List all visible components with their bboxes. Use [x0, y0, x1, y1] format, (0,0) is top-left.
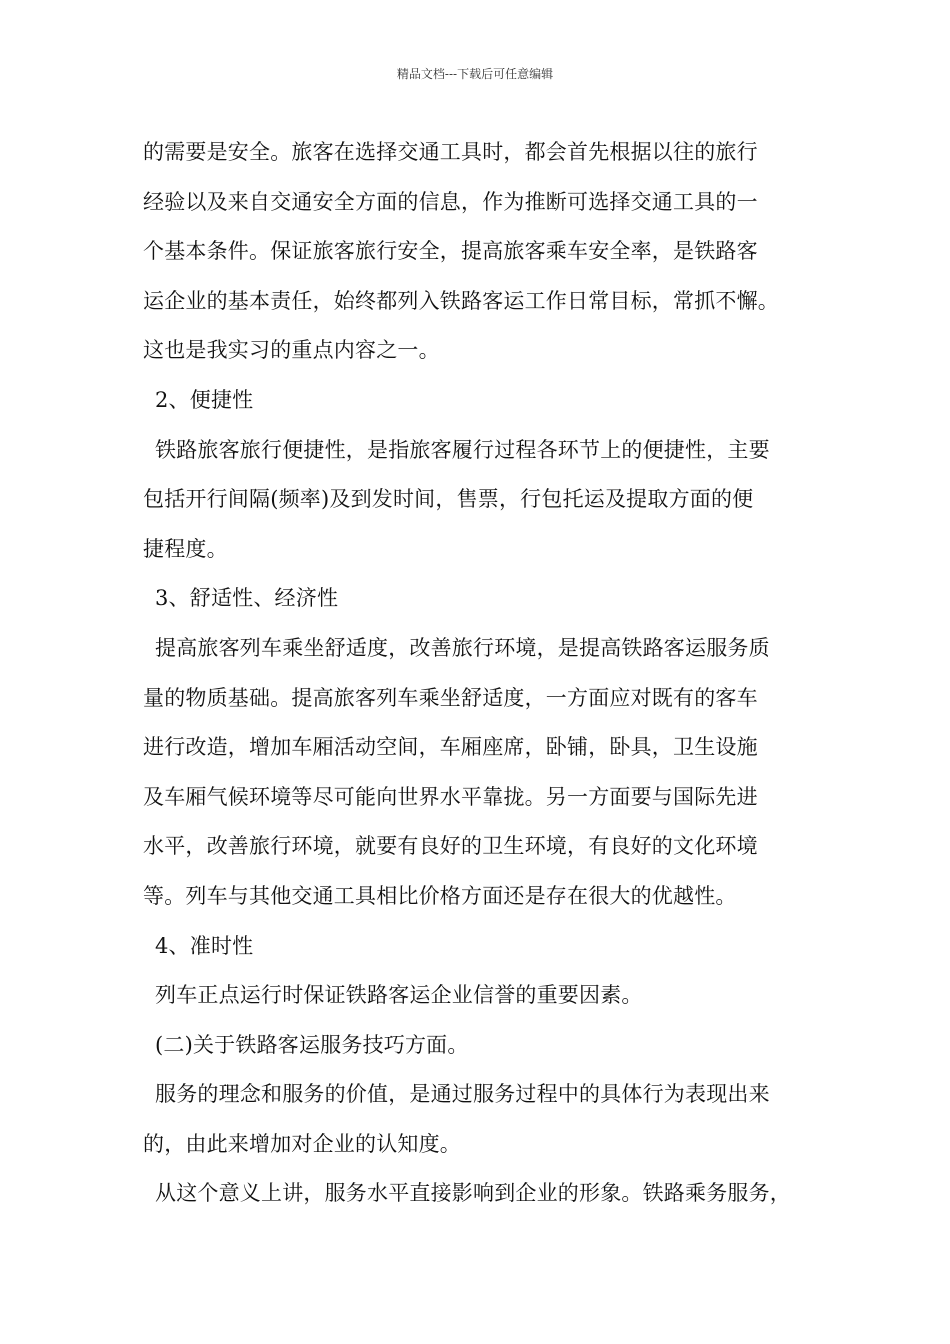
section-heading: (二)关于铁路客运服务技巧方面。	[155, 1032, 469, 1057]
body-line: 个基本条件。保证旅客旅行安全，提高旅客乘车安全率，是铁路客	[143, 239, 758, 264]
body-line: 等。列车与其他交通工具相比价格方面还是存在很大的优越性。	[143, 883, 737, 908]
paragraph-first-line: 铁路旅客旅行便捷性，是指旅客履行过程各环节上的便捷性，主要	[155, 437, 770, 462]
document-body	[143, 128, 815, 1219]
section-heading: 3、舒适性、经济性	[155, 586, 339, 611]
paragraph-first-line: 服务的理念和服务的价值，是通过服务过程中的具体行为表现出来	[155, 1082, 770, 1107]
paragraph-first-line: 提高旅客列车乘坐舒适度，改善旅行环境，是提高铁路客运服务质	[155, 635, 770, 660]
body-line: 的需要是安全。旅客在选择交通工具时，都会首先根据以往的旅行	[143, 140, 758, 164]
paragraph-first-line: 从这个意义上讲，服务水平直接影响到企业的形象。铁路乘务服务，	[155, 1181, 791, 1206]
page-header: 精品文档---下载后可任意编辑	[396, 67, 554, 81]
section-heading: 4、准时性	[155, 933, 254, 958]
body-line: 量的物质基础。提高旅客列车乘坐舒适度，一方面应对既有的客车	[143, 685, 758, 710]
paragraph-first-line: 列车正点运行时保证铁路客运企业信誉的重要因素。	[155, 983, 643, 1008]
section-heading: 2、便捷性	[155, 387, 254, 412]
body-line: 的，由此来增加对企业的认知度。	[143, 1131, 461, 1156]
body-line: 捷程度。	[143, 536, 228, 561]
body-line: 这也是我实习的重点内容之一。	[143, 338, 440, 363]
body-line: 水平，改善旅行环境，就要有良好的卫生环境，有良好的文化环境	[143, 834, 758, 859]
body-line: 及车厢气候环境等尽可能向世界水平靠拢。另一方面要与国际先进	[143, 784, 758, 809]
body-line: 包括开行间隔(频率)及到发时间，售票，行包托运及提取方面的便	[143, 487, 754, 512]
body-line: 运企业的基本责任，始终都列入铁路客运工作日常目标，常抓不懈。	[143, 288, 779, 313]
body-line: 经验以及来自交通安全方面的信息，作为推断可选择交通工具的一	[143, 189, 758, 214]
body-line: 进行改造，增加车厢活动空间，车厢座席，卧铺，卧具，卫生设施	[143, 735, 758, 760]
